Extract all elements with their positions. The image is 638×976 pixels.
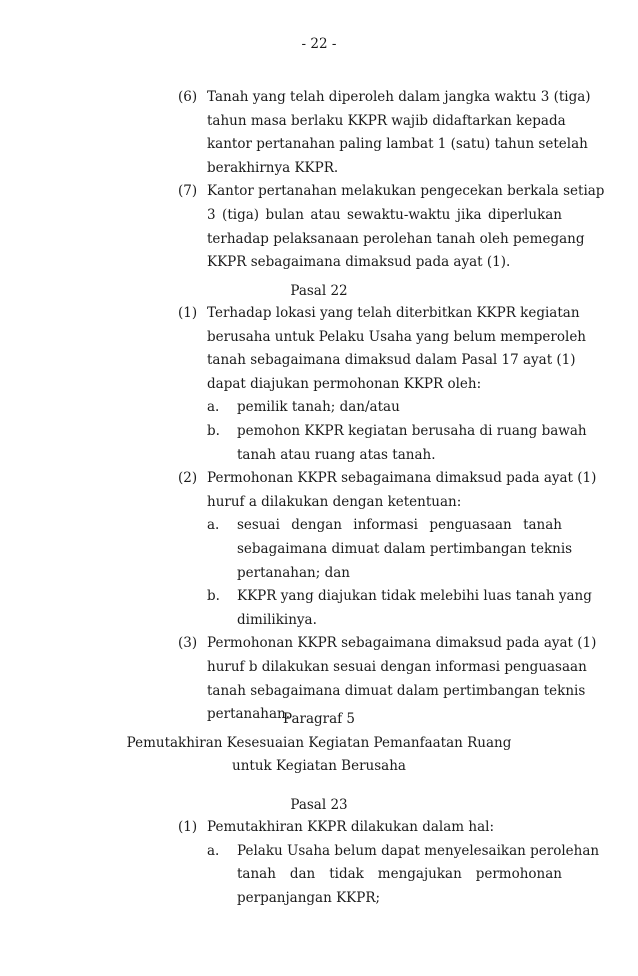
pasal-23-ayat-1-huruf-a-line: Pelaku Usaha belum dapat menyelesaikan perolehan (237, 842, 600, 859)
pasal-22-ayat-2-huruf-a-line: sesuai dengan informasi penguasaan tanah (237, 517, 562, 534)
pasal-22-ayat-1-number: (1) (178, 305, 198, 321)
pasal-22-ayat-1-huruf-a-line: pemilik tanah; dan/atau (237, 399, 400, 416)
previous-pasal-ayat-2-number: (7) (178, 183, 198, 200)
paragraf-5-heading: Paragraf 5 (282, 711, 356, 727)
pasal-22-ayat-3-number: (3) (178, 635, 198, 652)
pasal-23-ayat-1-line: Pemutakhiran KKPR dilakukan dalam hal: (207, 819, 495, 835)
pasal-22-ayat-3-line: pertanahan. (207, 706, 291, 723)
previous-pasal-ayat-1-line: kantor pertanahan paling lambat 1 (satu) tahun setelah (207, 136, 588, 153)
pasal-22-ayat-2-huruf-b-line: dimilikinya. (237, 611, 317, 628)
pasal-22-ayat-2-huruf-a-number: a. (207, 517, 220, 534)
pasal-22-ayat-1-huruf-b-line: tanah atau ruang atas tanah. (237, 446, 436, 463)
pasal-22-ayat-1-huruf-b-number: b. (207, 423, 220, 439)
previous-pasal-ayat-1-line: Tanah yang telah diperoleh dalam jangka waktu 3 (tiga) (207, 89, 591, 105)
previous-pasal-ayat-2-line: terhadap pelaksanaan perolehan tanah oleh pemegang (207, 230, 585, 247)
pasal-23-ayat-1-huruf-a-line: tanah dan tidak mengajukan permohonan (237, 866, 562, 883)
pasal-22-ayat-1-huruf-b-line: pemohon KKPR kegiatan berusaha di ruang bawah (237, 423, 587, 439)
previous-pasal-ayat-1-line: berakhirnya KKPR. (207, 159, 339, 176)
pasal-22-ayat-1-line: berusaha untuk Pelaku Usaha yang belum memperoleh (207, 328, 587, 345)
pasal-23-heading: Pasal 23 (290, 797, 348, 813)
pasal-22-ayat-2-huruf-b-number: b. (207, 588, 220, 605)
pasal-22-ayat-2-huruf-a-line: sebagaimana dimuat dalam pertimbangan teknis (237, 540, 573, 557)
pasal-23-ayat-1-huruf-a-line: perpanjangan KKPR; (237, 889, 381, 906)
pasal-22-ayat-1-line: Terhadap lokasi yang telah diterbitkan KKPR kegiatan (207, 305, 580, 321)
pasal-22-ayat-2-line: huruf a dilakukan dengan ketentuan: (207, 493, 462, 510)
pasal-22-ayat-3-line: huruf b dilakukan sesuai dengan informasi penguasaan (207, 658, 587, 675)
pasal-22-ayat-2-huruf-a-line: pertanahan; dan (237, 564, 350, 581)
previous-pasal-ayat-2-line: 3 (tiga) bulan atau sewaktu-waktu jika diperlukan (207, 206, 562, 223)
page-number: - 22 - (301, 36, 337, 52)
previous-pasal-ayat-1-number: (6) (178, 89, 198, 105)
pasal-22-ayat-2-number: (2) (178, 470, 198, 487)
pasal-22-ayat-1-line: dapat diajukan permohonan KKPR oleh: (207, 375, 482, 392)
pasal-22-ayat-2-huruf-b-line: KKPR yang diajukan tidak melebihi luas tanah yang (237, 588, 592, 605)
pasal-22-ayat-2-line: Permohonan KKPR sebagaimana dimaksud pada ayat (1) (207, 470, 597, 487)
paragraf-5-subtitle-line2: untuk Kegiatan Berusaha (232, 758, 406, 774)
paragraf-5-subtitle-line1: Pemutakhiran Kesesuaian Kegiatan Pemanfaatan Ruang (126, 735, 512, 751)
previous-pasal-ayat-2-line: KKPR sebagaimana dimaksud pada ayat (1). (207, 254, 511, 271)
pasal-23-ayat-1-number: (1) (178, 819, 198, 835)
pasal-23-ayat-1-huruf-a-number: a. (207, 842, 220, 859)
pasal-22-ayat-1-huruf-a-number: a. (207, 399, 220, 416)
previous-pasal-ayat-1-line: tahun masa berlaku KKPR wajib didaftarkan kepada (207, 112, 566, 129)
pasal-22-heading: Pasal 22 (290, 283, 348, 299)
pasal-22-ayat-3-line: Permohonan KKPR sebagaimana dimaksud pada ayat (1) (207, 635, 597, 652)
pasal-22-ayat-1-line: tanah sebagaimana dimaksud dalam Pasal 17 ayat (1) (207, 352, 576, 369)
previous-pasal-ayat-2-line: Kantor pertanahan melakukan pengecekan berkala setiap (207, 183, 605, 200)
pasal-22-ayat-3-line: tanah sebagaimana dimuat dalam pertimbangan teknis (207, 682, 586, 699)
